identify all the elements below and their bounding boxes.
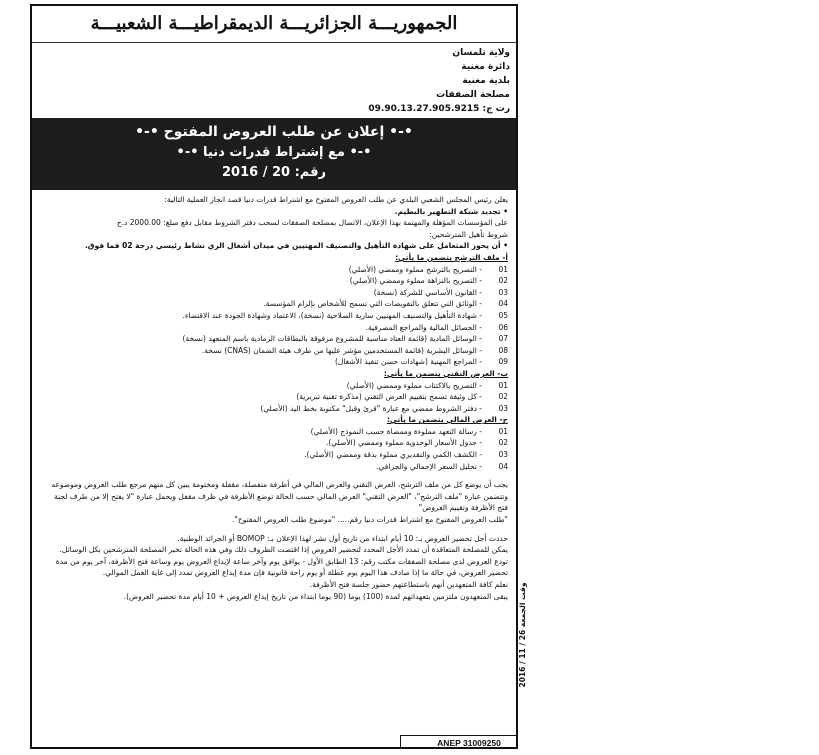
dossier-fee: على المؤسسات المؤهلة والمهتمة بهذا الإعلان، الاتصال بمصلحة الصفقات لسحب دفتر الشروط مقابل دفع مبلغ: 2000.00 د.ج xyxy=(116,218,508,228)
list-item: 02- جدول الأسعار الوحدوية مملوء وممضي (الأصلي). xyxy=(325,438,508,448)
project-name: • تجديد شبكة التطهير بالبطيم. xyxy=(394,206,508,216)
banner-line-2: •-• مع إشتراط قدرات دنيا •-• xyxy=(176,145,372,160)
daira-label: دائرة مغنية xyxy=(461,62,510,72)
validity-paragraph: يبقى المتعهدون ملتزمين بتعهداتهم لمدة (100) يوما (90 يوما ابتداء من تاريخ إيداع العروض + 10 أيام مدة تحضير العروض). xyxy=(123,591,508,601)
list-item: 06- الحصائل المالية والمراجع المصرفية. xyxy=(365,322,508,332)
side-date: وقت الجمعة 26 / 11 / 2016 xyxy=(518,582,527,688)
extension-paragraph: يمكن للمصلحة المتعاقدة أن تمدد الأجل المحدد لتحضير العروض إذا اقتضت الظروف ذلك وفي هذه الحالة تخبر المصلحة المترشحين بكل الوسائل. xyxy=(59,545,508,555)
list-item: 04- تحليل السعر الإجمالي والجزافي. xyxy=(376,461,508,471)
baladia-label: بلدية مغنية xyxy=(462,76,510,86)
list-item: 05- شهادة التأهيل والتصنيف المهنيين سارية الصلاحية (نسخة)، الاعتماد وشهادة الجودة عند الاقتضاء. xyxy=(182,310,508,320)
section-a-list xyxy=(48,264,508,368)
wilaya-label: ولاية تلمسان xyxy=(452,48,510,58)
section-c-title: ج- العرض المالي يتضمن ما يأتي: xyxy=(386,415,508,425)
admin-block xyxy=(210,46,510,116)
list-item: 01- رسالة التعهد مملوءة وممضاة حسب النموذج (الأصلي) xyxy=(310,426,508,436)
announcement-frame xyxy=(30,4,518,749)
republic-heading: الجمهوريـــة الجزائريـــة الديمقراطيـــة الشعبيـــة xyxy=(90,13,458,34)
intro-paragraph: يعلن رئيس المجلس الشعبي البلدي عن طلب العروض المفتوح مع اشتراط قدرات دنيا قصد انجاز العملية التالية: xyxy=(164,195,508,204)
title-banner xyxy=(32,118,516,190)
list-item: 04- الوثائق التي تتعلق بالتفويضات التي تسمح للأشخاص بإلزام المؤسسة. xyxy=(263,299,508,309)
section-a-title: أ- ملف الترشح يتضمن ما يأتي: xyxy=(395,252,508,262)
section-c-list xyxy=(48,426,508,472)
deadline-paragraph: حددت أجل تحضير العروض بـ: 10 أيام ابتداء من تاريخ أول نشر لهذا الإعلان بـ: BOMOP أو الجرائد الوطنية. xyxy=(177,533,508,543)
list-item: 03- الكشف الكمي والتقديري مملوء بدقة وممضي (الأصلي). xyxy=(304,450,508,460)
list-item: 02- كل وثيقة تسمح بتقييم العرض التقني (مذكرة تقنية تبريرية) xyxy=(296,392,508,402)
qualification-heading: شروط تأهيل المترشحين: xyxy=(429,229,508,239)
list-item: 07- الوسائل المادية (قائمة العتاد مناسبة للمشروع مرفوقة بالبطاقات الرمادية باسم المتعهد (نسخة) xyxy=(182,334,508,344)
list-item: 03- دفتر الشروط ممضي مع عبارة "قرئ وقبل" مكتوبة بخط اليد (الأصلي) xyxy=(260,403,508,413)
list-item: 08- الوسائل البشرية (قائمة المستخدمين مؤشر عليها من طرف هيئة الضمان (CNAS) نسخة. xyxy=(201,345,508,355)
deposit-paragraph: تودع العروض لدى مصلحة الصفقات مكتب رقم: 13 الطابق الأول - يوافق يوم وآخر ساعة لإيداع العروض يوم وساعة فتح الأظرفة، آخر يوم من مدة تحضير العروض، في حالة ما إذا صادف هذا اليوم يوم عطلة أو يوم راحة قانونية فإن مدة إيداع العروض تمدد إلى غاية العمل الموالي. xyxy=(55,556,508,578)
envelope-instructions: يجب أن يوضع كل من ملف الترشح، العرض التقني والعرض المالي في أظرفة منفصلة، مقفلة ومختومة يبين كل منهم مرجع طلب العروض وموضوعه وتتضمن عبارة "ملف الترشح"، "العرض التقني" العرض المالي حسب الحالة توضع الأظرفة في ظرف مقفل ويحمل عبارة "لا يفتح إلا من طرف لجنة فتح الأظرفة وتقييم العروض" xyxy=(51,480,508,513)
list-item: 01- التصريح بالترشح مملوء وممضي (الأصلي) xyxy=(348,264,508,274)
header-divider xyxy=(32,42,516,43)
service-label: مصلحة الصفقات xyxy=(436,90,510,100)
list-item: 02- التصريح بالنزاهة مملوء وممضي (الأصلي) xyxy=(349,276,508,286)
banner-number: رقم: 20 / 2016 xyxy=(221,165,326,180)
list-item: 09- المراجع المهنية (شهادات حسن تنفيذ الأشغال) xyxy=(334,357,508,367)
attendance-paragraph: نعلم كافة المتعهدين أنهم باستطاعتهم حضور جلسة فتح الأظرفة. xyxy=(309,580,508,589)
list-item: 03- القانون الأساسي للشركة (نسخة) xyxy=(373,287,508,297)
envelope-label: "طلب العروض المفتوح مع اشتراط قدرات دنيا رقم..... "موضوع طلب العروض المفتوح". xyxy=(232,515,508,525)
announcement-body xyxy=(48,194,508,602)
tax-id: رت ج: 09.90.13.27.905.9215 xyxy=(368,104,510,114)
list-item: 01- التصريح بالاكتتاب مملوء وممضي (الأصلي) xyxy=(346,380,508,390)
banner-line-1: •-• إعلان عن طلب العروض المفتوح •-• xyxy=(135,124,413,140)
anep-reference: ANEP 31009250 xyxy=(400,735,518,749)
qualification-requirement: • أن يحوز المتعامل على شهادة التأهيل والتصنيف المهنيين في ميدان أشغال الري نشاط رئيسي درجة 02 فما فوق. xyxy=(84,241,508,251)
section-b-title: ب- العرض التقني يتضمن ما يأتي: xyxy=(383,368,508,378)
section-b-list xyxy=(48,380,508,415)
